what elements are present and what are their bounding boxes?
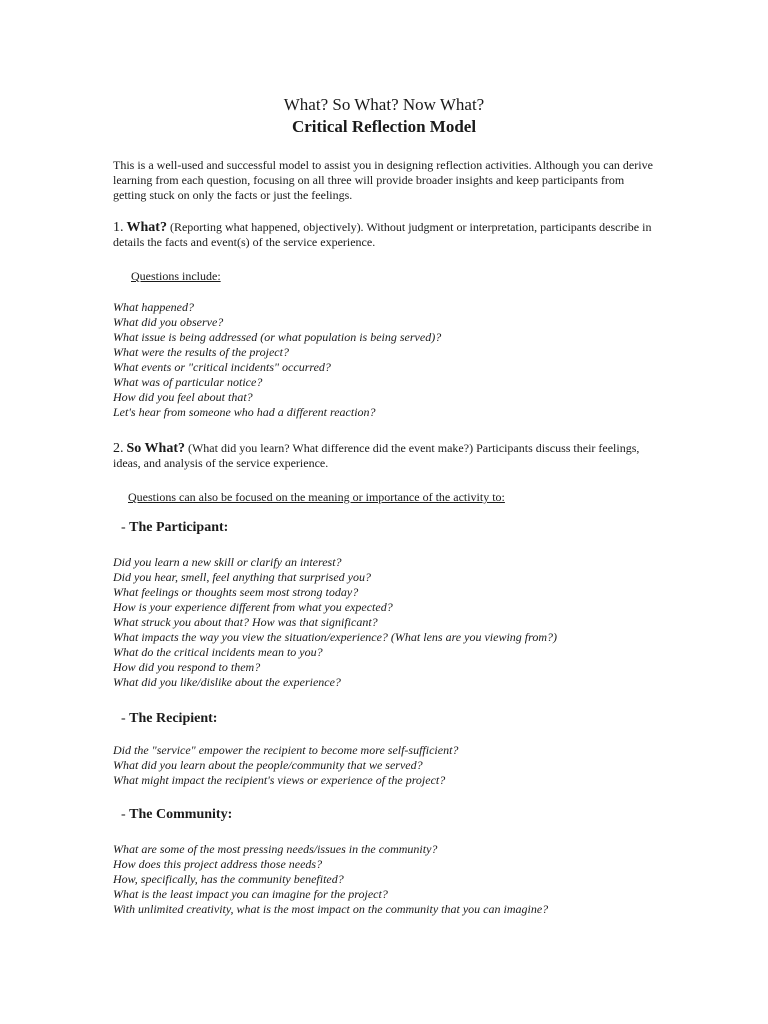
list-item: What feelings or thoughts seem most strong today?: [113, 585, 359, 599]
community-heading-text: The Community:: [129, 807, 233, 822]
recipient-heading-text: The Recipient:: [129, 711, 218, 726]
list-item: What is the least impact you can imagine for the project?: [113, 887, 388, 901]
list-item: What struck you about that? How was that significant?: [113, 615, 378, 629]
list-item: What did you observe?: [113, 315, 224, 329]
list-item: Did you hear, smell, feel anything that surprised you?: [113, 570, 371, 584]
participant-heading-text: The Participant:: [129, 520, 229, 535]
list-item: What impacts the way you view the situation/experience? (What lens are you viewing from?): [113, 630, 558, 644]
participant-questions-list: [113, 555, 673, 690]
list-item: How, specifically, has the community benefited?: [113, 872, 344, 886]
dash: -: [121, 520, 130, 535]
list-item: Let's hear from someone who had a different reaction?: [113, 405, 376, 419]
community-questions-list: [113, 842, 673, 917]
so-what-label: So What?: [126, 441, 185, 456]
what-paragraph: [113, 220, 658, 250]
dash: -: [121, 711, 130, 726]
page-title: What? So What? Now What?: [283, 95, 485, 114]
what-text: (Reporting what happened, objectively). Without judgment or interpretation, participants describe in details the facts and event(s) of the service experience.: [113, 220, 652, 249]
intro-paragraph: This is a well-used and successful model to assist you in designing reflection activities. Although you can derive learning from each question, focusing on all three will provide broader insights and keep participants from getting stuck on only the facts or just the feelings.: [113, 158, 653, 202]
so-what-number: 2.: [113, 441, 124, 456]
list-item: How is your experience different from what you expected?: [113, 600, 393, 614]
what-label: What?: [126, 220, 167, 235]
community-heading: [121, 806, 232, 824]
list-item: What happened?: [113, 300, 194, 314]
list-item: Did the "service" empower the recipient to become more self-sufficient?: [113, 743, 459, 757]
list-item: How did you respond to them?: [113, 660, 261, 674]
list-item: What were the results of the project?: [113, 345, 289, 359]
list-item: What might impact the recipient's views or experience of the project?: [113, 773, 446, 787]
what-number: 1.: [113, 220, 124, 235]
participant-heading: [121, 519, 228, 537]
dash: -: [121, 807, 130, 822]
recipient-questions-list: [113, 743, 673, 788]
list-item: What do the critical incidents mean to you?: [113, 645, 323, 659]
so-what-paragraph: [113, 441, 658, 471]
list-item: Did you learn a new skill or clarify an interest?: [113, 555, 342, 569]
so-what-questions-label: Questions can also be focused on the meaning or importance of the activity to:: [128, 490, 505, 504]
so-what-text: (What did you learn? What difference did the event make?) Participants discuss their feelings, ideas, and analysis of the service experience.: [113, 441, 640, 470]
what-questions-label: Questions include:: [131, 269, 221, 283]
what-questions-list: [113, 300, 673, 420]
recipient-heading: [121, 710, 217, 728]
list-item: How does this project address those needs?: [113, 857, 323, 871]
list-item: What events or "critical incidents" occurred?: [113, 360, 331, 374]
list-item: What issue is being addressed (or what population is being served)?: [113, 330, 442, 344]
list-item: What are some of the most pressing needs/issues in the community?: [113, 842, 438, 856]
list-item: What was of particular notice?: [113, 375, 263, 389]
list-item: What did you learn about the people/community that we served?: [113, 758, 423, 772]
list-item: With unlimited creativity, what is the most impact on the community that you can imagine?: [113, 902, 549, 916]
list-item: How did you feel about that?: [113, 390, 253, 404]
list-item: What did you like/dislike about the experience?: [113, 675, 341, 689]
page-subtitle: Critical Reflection Model: [291, 117, 477, 136]
